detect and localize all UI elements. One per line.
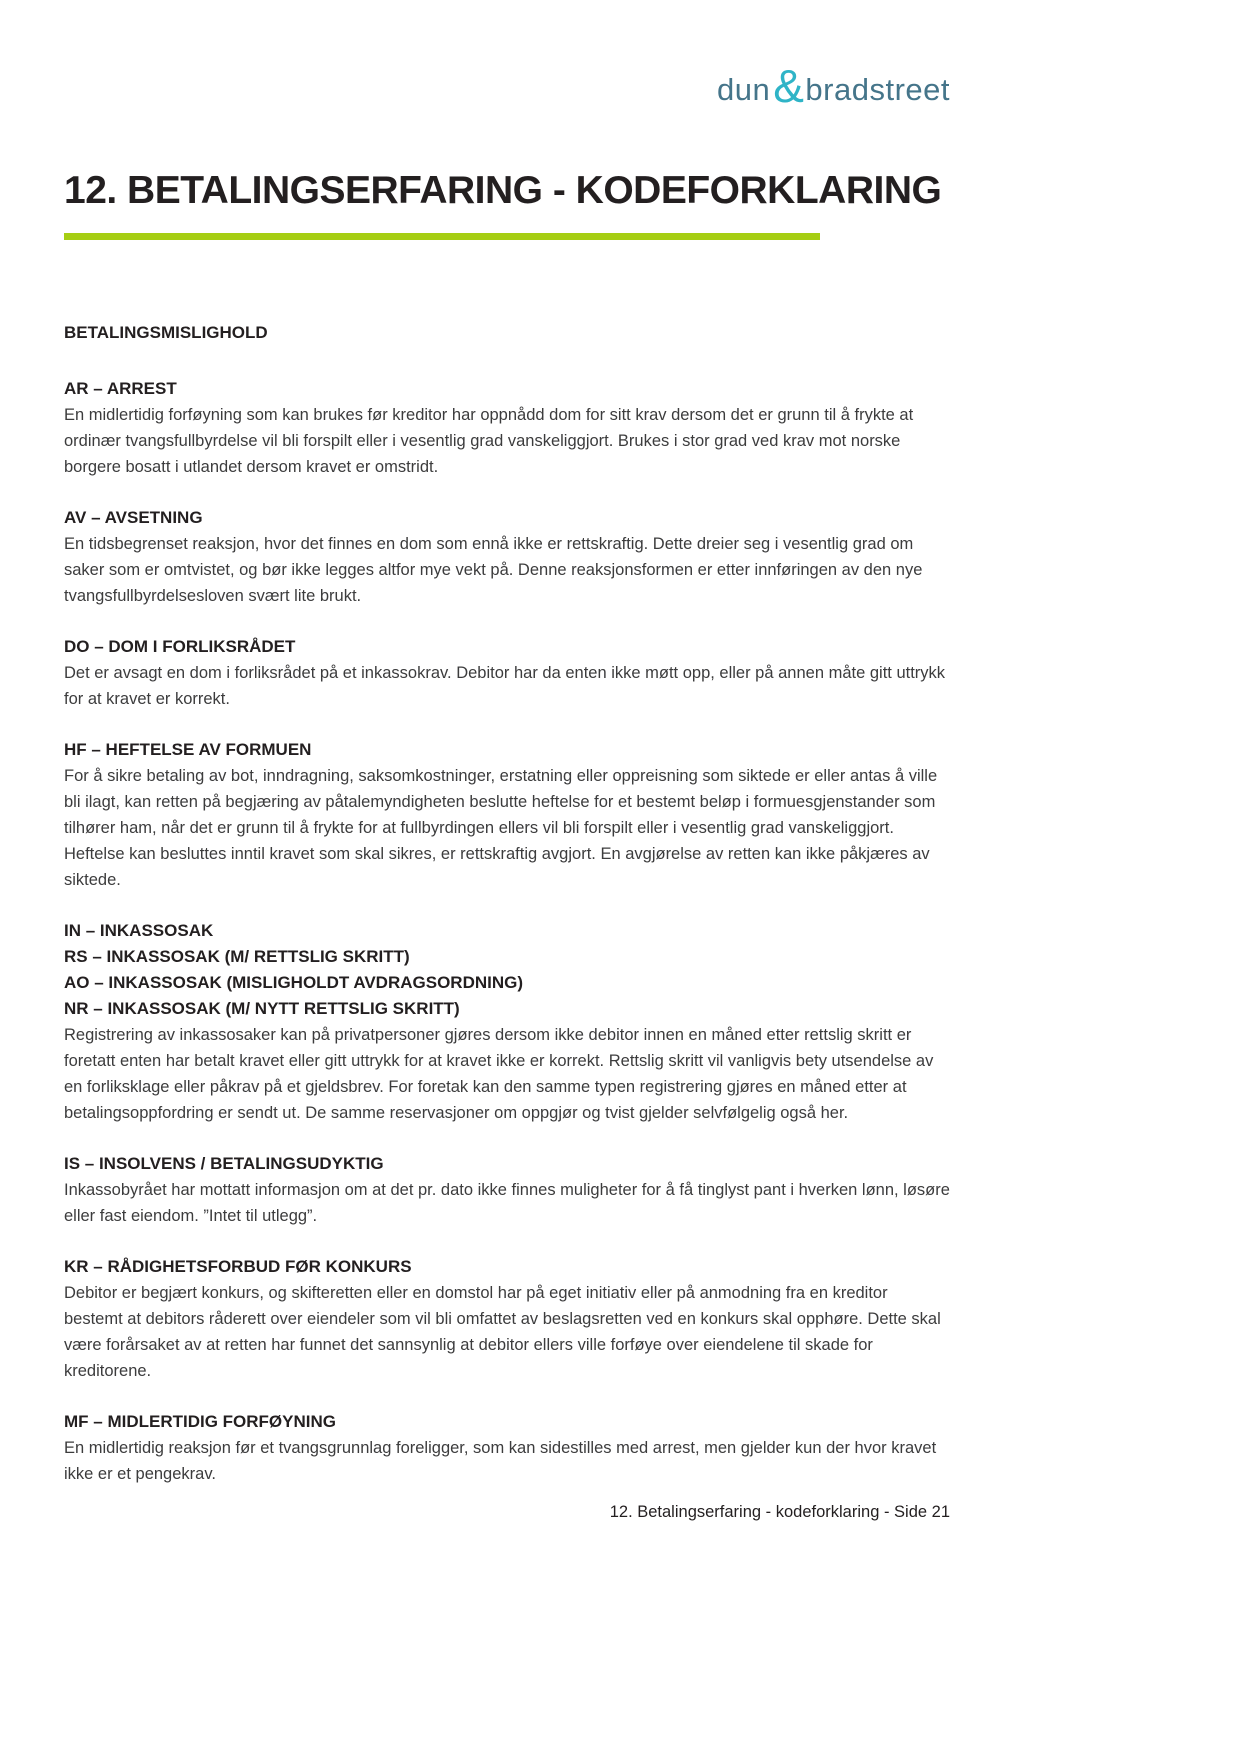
code-description: Det er avsagt en dom i forliksrådet på et inkassokrav. Debitor har da enten ikke møtt opp, eller på annen måte gitt uttrykk for at kravet er korrekt. [64, 663, 946, 708]
code-description: Registrering av inkassosaker kan på privatpersoner gjøres dersom ikke debitor innen en måned etter rettslig skritt er foretatt enten har betalt kravet eller gitt uttrykk for at kravet ikke er korrekt. Rettslig skritt vil vanligvis bety utsendelse av en forliksklage eller påkrav på et gjeldsbrev. For foretak kan den samme typen registrering gjøres en måned etter at betalingsoppfordring er sendt ut. De samme reservasjoner om oppgjør og tvist gjelder selvfølgelig også her. [64, 1025, 934, 1122]
code-sections [64, 376, 950, 1487]
logo-ampersand-icon: & [773, 60, 805, 112]
code-heading: KR – RÅDIGHETSFORBUD FØR KONKURS [64, 1256, 412, 1276]
logo-word-dun: dun [717, 71, 771, 107]
code-heading: RS – INKASSOSAK (M/ RETTSLIG SKRITT) [64, 946, 410, 966]
page-footer: 12. Betalingserfaring - kodeforklaring - Side 21 [609, 1503, 950, 1521]
code-description: Inkassobyrået har mottatt informasjon om at det pr. dato ikke finnes muligheter for å få tinglyst pant i hverken lønn, løsøre eller fast eiendom. ”Intet til utlegg”. [64, 1180, 950, 1225]
logo-word-bradstreet: bradstreet [805, 71, 950, 107]
code-section [64, 376, 950, 480]
code-description: En tidsbegrenset reaksjon, hvor det finnes en dom som ennå ikke er rettskraftig. Dette dreier seg i vesentlig grad om saker som er omtvistet, og bør ikke legges altfor mye vekt på. Denne reaksjonsformen er etter innføringen av den nye tvangsfullbyrdelsesloven svært lite brukt. [64, 534, 923, 605]
code-heading: DO – DOM I FORLIKSRÅDET [64, 636, 296, 656]
code-section [64, 1151, 950, 1229]
code-section [64, 1409, 950, 1487]
code-section [64, 505, 950, 609]
category-heading: BETALINGSMISLIGHOLD [64, 322, 268, 342]
code-heading: IS – INSOLVENS / BETALINGSUDYKTIG [64, 1153, 384, 1173]
code-heading: AV – AVSETNING [64, 507, 203, 527]
page-title: 12. BETALINGSERFARING - KODEFORKLARING [64, 169, 942, 212]
code-heading: IN – INKASSOSAK [64, 920, 214, 940]
code-section [64, 918, 950, 1126]
main-content [64, 0, 950, 1487]
code-heading: MF – MIDLERTIDIG FORFØYNING [64, 1411, 336, 1431]
code-section [64, 1254, 950, 1384]
code-heading: AR – ARREST [64, 378, 177, 398]
code-description: Debitor er begjært konkurs, og skifteretten eller en domstol har på eget initiativ eller på anmodning fra en kreditor bestemt at debitors råderett over eiendeler som vil bli omfattet av beslagsretten ved en konkurs skal opphøre. Dette skal være forårsaket av at retten har funnet det sannsynlig at debitor ellers ville forføye over eiendelene til skade for kreditorene. [64, 1283, 941, 1380]
code-heading: HF – HEFTELSE AV FORMUEN [64, 739, 312, 759]
code-description: En midlertidig reaksjon før et tvangsgrunnlag foreligger, som kan sidestilles med arrest, men gjelder kun der hvor kravet ikke er et pengekrav. [64, 1438, 937, 1483]
dun-bradstreet-logo [717, 60, 950, 112]
code-description: For å sikre betaling av bot, inndragning, saksomkostninger, erstatning eller oppreisning som siktede er eller antas å ville bli ilagt, kan retten på begjæring av påtalemyndigheten beslutte heftelse for et bestemt beløp i formuesgjenstander som tilhører ham, når det er grunn til å frykte for at fullbyrdingen ellers vil bli forspilt eller i vesentlig grad vanskeliggjort. Heftelse kan besluttes inntil kravet som skal sikres, er rettskraftig avgjort. En avgjørelse av retten kan ikke påkjæres av siktede. [64, 766, 938, 889]
code-heading: NR – INKASSOSAK (M/ NYTT RETTSLIG SKRITT) [64, 998, 460, 1018]
code-section [64, 634, 950, 712]
code-section [64, 737, 950, 893]
code-description: En midlertidig forføyning som kan brukes før kreditor har oppnådd dom for sitt krav dersom det er grunn til å frykte at ordinær tvangsfullbyrdelse vil bli forspilt eller i vesentlig grad vanskeliggjort. Brukes i stor grad ved krav mot norske borgere bosatt i utlandet dersom kravet er omstridt. [64, 405, 914, 476]
title-underline-rule [64, 233, 820, 240]
code-heading: AO – INKASSOSAK (MISLIGHOLDT AVDRAGSORDNING) [64, 972, 524, 992]
